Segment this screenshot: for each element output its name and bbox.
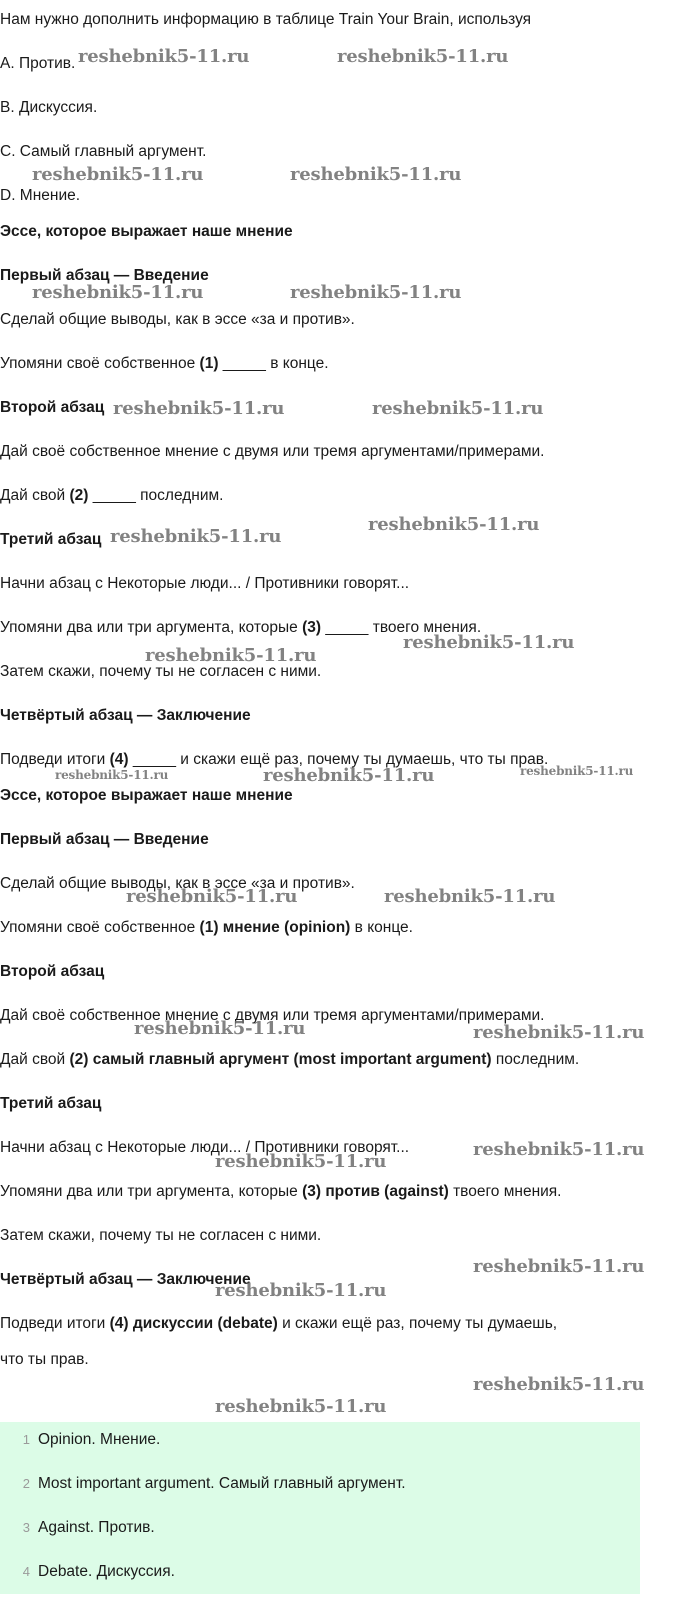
watermark: reshebnik5-11.ru <box>55 768 169 782</box>
item-text: Opinion. Мнение. <box>38 1431 161 1448</box>
option-a: A. Против. <box>0 55 76 72</box>
text: и скажи ещё раз, почему ты думаешь, <box>277 1315 558 1332</box>
watermark: reshebnik5-11.ru <box>473 1374 645 1395</box>
template-p3-line3: Затем скажи, почему ты не согласен с ними. <box>0 663 322 680</box>
template-p2-title: Второй абзац <box>0 399 105 416</box>
text: _____ в конце. <box>218 355 329 372</box>
watermark: reshebnik5-11.ru <box>145 645 317 666</box>
watermark: reshebnik5-11.ru <box>110 526 282 547</box>
list-item <box>0 1474 406 1494</box>
template-p3-title: Третий абзац <box>0 531 102 548</box>
watermark: reshebnik5-11.ru <box>520 764 634 778</box>
text: Подведи итоги <box>0 1315 110 1332</box>
list-item <box>0 1518 155 1538</box>
watermark: reshebnik5-11.ru <box>78 46 250 67</box>
watermark: reshebnik5-11.ru <box>126 886 298 907</box>
filled-p3-title: Третий абзац <box>0 1095 102 1112</box>
watermark: reshebnik5-11.ru <box>473 1139 645 1160</box>
filled-answer: (4) дискуссии (debate) <box>109 1315 278 1332</box>
text: Упомяни своё собственное <box>0 355 200 372</box>
watermark: reshebnik5-11.ru <box>263 765 435 786</box>
text: последним. <box>491 1051 580 1068</box>
item-text: Debate. Дискуссия. <box>38 1563 175 1580</box>
template-p1-line1: Сделай общие выводы, как в эссе «за и против». <box>0 311 355 328</box>
text: _____ и скажи ещё раз, почему ты думаешь, что ты прав. <box>128 751 549 768</box>
text: Упомяни своё собственное <box>0 919 200 936</box>
list-item <box>0 1430 160 1450</box>
watermark: reshebnik5-11.ru <box>215 1151 387 1172</box>
watermark: reshebnik5-11.ru <box>32 164 204 185</box>
gap-number: (4) <box>109 751 129 768</box>
filled-p3-line2 <box>0 1182 561 1202</box>
item-text: Most important argument. Самый главный аргумент. <box>38 1475 406 1492</box>
watermark: reshebnik5-11.ru <box>215 1280 387 1301</box>
watermark: reshebnik5-11.ru <box>32 282 204 303</box>
answers-list <box>0 1422 640 1594</box>
watermark: reshebnik5-11.ru <box>215 1396 387 1417</box>
task-intro: Нам нужно дополнить информацию в таблице Train Your Brain, используя <box>0 11 532 28</box>
watermark: reshebnik5-11.ru <box>473 1256 645 1277</box>
watermark: reshebnik5-11.ru <box>113 398 285 419</box>
watermark: reshebnik5-11.ru <box>290 164 462 185</box>
filled-p4-title: Четвёртый абзац — Заключение <box>0 1271 251 1288</box>
template-p1-line2 <box>0 354 329 374</box>
filled-p4-line1 <box>0 1314 557 1334</box>
watermark: reshebnik5-11.ru <box>372 398 544 419</box>
gap-number: (2) <box>69 487 89 504</box>
gap-number: (3) <box>302 619 322 636</box>
list-item <box>0 1562 175 1582</box>
filled-p1-title: Первый абзац — Введение <box>0 831 209 848</box>
watermark: reshebnik5-11.ru <box>337 46 509 67</box>
watermark: reshebnik5-11.ru <box>290 282 462 303</box>
filled-p3-line1: Начни абзац с Некоторые люди... / Противники говорят... <box>0 1139 410 1156</box>
text: Дай свой <box>0 1051 70 1068</box>
text: Дай свой <box>0 487 70 504</box>
template-p3-line1: Начни абзац с Некоторые люди... / Противники говорят... <box>0 575 410 592</box>
text: Подведи итоги <box>0 751 110 768</box>
item-number: 1 <box>22 1432 30 1447</box>
text: твоего мнения. <box>448 1183 562 1200</box>
text: в конце. <box>350 919 413 936</box>
option-d: D. Мнение. <box>0 187 81 204</box>
filled-p2-line2 <box>0 1050 579 1070</box>
text: _____ последним. <box>88 487 224 504</box>
watermark: reshebnik5-11.ru <box>403 632 575 653</box>
filled-p2-title: Второй абзац <box>0 963 105 980</box>
text: _____ твоего мнения. <box>321 619 482 636</box>
watermark: reshebnik5-11.ru <box>134 1018 306 1039</box>
watermark: reshebnik5-11.ru <box>368 514 540 535</box>
item-number: 3 <box>22 1520 30 1535</box>
filled-answer: (2) самый главный аргумент (most important argument) <box>69 1051 492 1068</box>
template-p4-title: Четвёртый абзац — Заключение <box>0 707 251 724</box>
template-p2-line2 <box>0 486 223 506</box>
option-c: C. Самый главный аргумент. <box>0 143 207 160</box>
filled-p4-line2: что ты прав. <box>0 1351 89 1368</box>
option-b: B. Дискуссия. <box>0 99 98 116</box>
filled-p2-line1: Дай своё собственное мнение с двумя или тремя аргументами/примерами. <box>0 1007 545 1024</box>
item-number: 4 <box>22 1564 30 1579</box>
filled-p1-line1: Сделай общие выводы, как в эссе «за и против». <box>0 875 355 892</box>
item-number: 2 <box>22 1476 30 1491</box>
watermark: reshebnik5-11.ru <box>473 1022 645 1043</box>
item-text: Against. Против. <box>38 1519 155 1536</box>
filled-p3-line3: Затем скажи, почему ты не согласен с ними. <box>0 1227 322 1244</box>
filled-answer: (1) мнение (opinion) <box>199 919 351 936</box>
filled-answer: (3) против (against) <box>302 1183 449 1200</box>
template-p1-title: Первый абзац — Введение <box>0 267 209 284</box>
text: Упомяни два или три аргумента, которые <box>0 619 303 636</box>
filled-p1-line2 <box>0 918 413 938</box>
template-p2-line1: Дай своё собственное мнение с двумя или тремя аргументами/примерами. <box>0 443 545 460</box>
template-heading: Эссе, которое выражает наше мнение <box>0 223 293 240</box>
text: Упомяни два или три аргумента, которые <box>0 1183 303 1200</box>
gap-number: (1) <box>199 355 219 372</box>
filled-heading: Эссе, которое выражает наше мнение <box>0 787 293 804</box>
watermark: reshebnik5-11.ru <box>384 886 556 907</box>
